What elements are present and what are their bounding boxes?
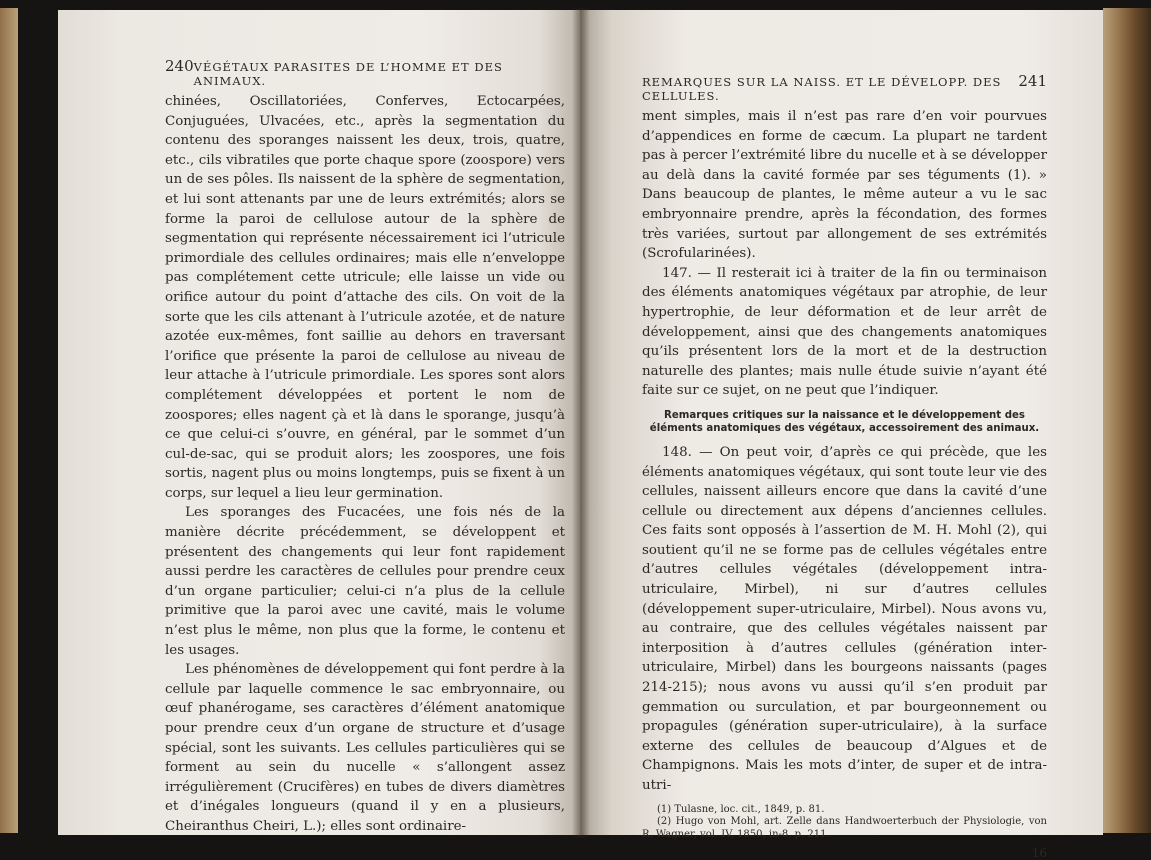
left-running-head-title: VÉGÉTAUX PARASITES DE L’HOMME ET DES ANIMAUX. — [193, 60, 503, 88]
left-paragraph-3: Les phénomènes de développement qui font perdre à la cellule par laquelle commence le sac embryonnaire, ou œuf phanérogame, ses caractères d’élément anatomique pour prendre ceux d’un organe de structure et d’usage spécial, sont les suivants. Les cellules particulières qui se forment au sein du nucelle « s’allongent assez irrégulièrement (Crucifères) en tubes de divers diamètres et d’inégales longueurs (quand il y en a plusieurs, Cheiranthus Cheiri, L.); elles sont ordinaire- — [165, 662, 565, 834]
left-page-number: 240 — [165, 57, 194, 75]
right-paragraph-3: 148. — On peut voir, d’après ce qui précède, que les éléments anatomiques végétaux, qui sont toute leur vie des cellules, naissent ailleurs encore que dans la cavité d’une cellule ou directement aux dépens d’anciennes cellules. Ces faits sont opposés à l’assertion de M. H. Mohl (2), qui soutient qu’il ne se forme pas de cellules végétales entre d’autres cellules végétales (développement intra-utriculaire, Mirbel), ni sur d’autres cellules (développement super-utriculaire, Mirbel). Nous avons vu, au contraire, que des cellules végétales naissent par interposition à d’autres cellules (génération inter-utriculaire, Mirbel) dans les bourgeons naissants (pages 214-215); nous avons vu aussi qu’il s’en produit par gemmation ou surculation, et par bourgeonnement ou propagules (génération super-utriculaire), à la surface externe des cellules de beaucoup d’Algues et de Champignons. Mais les mots d’inter, de super et de intra-utri- — [642, 444, 1047, 793]
book-edge-left — [0, 8, 18, 833]
footnote-1: (1) Tulasne, loc. cit., 1849, p. 81. — [657, 803, 825, 815]
right-page — [580, 10, 1103, 860]
right-running-head-title: REMARQUES SUR LA NAISS. ET LE DÉVELOPP. DES CELLULES. — [642, 75, 1002, 103]
right-paragraph-2: 147. — Il resterait ici à traiter de la fin ou terminaison des éléments anatomiques végétaux par atrophie, de leur hypertrophie, de leur déformation et de leur arrêt de développement, ainsi que des changements anatomiques qu’ils présentent lors de la mort et de la destruction naturelle des plantes; mais nulle étude suivie n’ayant été faite sur ce sujet, on ne peut que l’indiquer. — [642, 265, 1047, 399]
left-body-text — [165, 92, 565, 837]
right-body-text — [642, 107, 1047, 796]
right-running-head — [642, 72, 1047, 103]
left-paragraph-2: Les sporanges des Fucacées, une fois nés de la manière décrite précédemment, se développent et présentent des changements qui leur font rapidement aussi perdre les caractères de cellules pour prendre ceux d’un organe particulier; celui-ci n’a plus de la cellule primitive que la paroi avec une cavité, mais le volume n’est plus le même, non plus que la forme, le contenu et les usages. — [165, 505, 565, 658]
left-page — [58, 10, 580, 835]
footnotes — [642, 804, 1047, 842]
right-page-number: 241 — [1018, 72, 1047, 90]
left-running-head — [165, 57, 565, 88]
open-book — [58, 8, 1103, 860]
section-heading: Remarques critiques sur la naissance et le développement des éléments anatomiques des végétaux, accessoirement des animaux. — [649, 409, 1040, 434]
right-paragraph-1: ment simples, mais il n’est pas rare d’en voir pourvues d’appendices en forme de cæcum. La plupart ne tardent pas à percer l’extrémité libre du nucelle et à se développer au delà dans la cavité formée par ses téguments (1). » Dans beaucoup de plantes, le même auteur a vu le sac embryonnaire prendre, après la fécondation, des formes très variées, surtout par allongement de ses extrémités (Scrofularinées). — [642, 109, 1047, 262]
footnote-2: (2) Hugo von Mohl, art. Zelle dans Handwoerterbuch der Physiologie, von R. Wagner, vol. IV, 1850, in-8, p. 211. — [642, 816, 1047, 840]
book-edge-right — [1103, 8, 1151, 833]
left-paragraph-1: chinées, Oscillatoriées, Conferves, Ectocarpées, Conjuguées, Ulvacées, etc., après la segmentation du contenu des sporanges naissent les deux, trois, quatre, etc., cils vibratiles que porte chaque spore (zoospore) vers un de ses pôles. Ils naissent de la sphère de segmentation, et lui sont attenants par une de leurs extrémités; alors se forme la paroi de cellulose autour de la sphère de segmentation qui représente nécessairement ici l’utricule primordiale des cellules ordinaires; mais elle n’enveloppe pas complétement cette utricule; elle laisse un vide ou orifice autour du point d’attache des cils. On voit de la sorte que les cils attenant à l’utricule azotée, et de nature azotée eux-mêmes, font saillie au dehors en traversant l’orifice que présente la paroi de cellulose au niveau de leur attache à l’utricule primordiale. Les spores sont alors complétement développées et portent le nom de zoospores; elles nagent çà et là dans le sporange, jusqu’à ce que celui-ci s’ouvre, en général, par le sommet d’un cul-de-sac, qui se produit alors; les zoospores, une fois sortis, nagent plus ou moins longtemps, puis se fixent à un corps, sur lequel a lieu leur germination. — [165, 94, 565, 501]
book-gutter — [572, 8, 590, 838]
signature-mark: 16 — [1031, 846, 1047, 860]
